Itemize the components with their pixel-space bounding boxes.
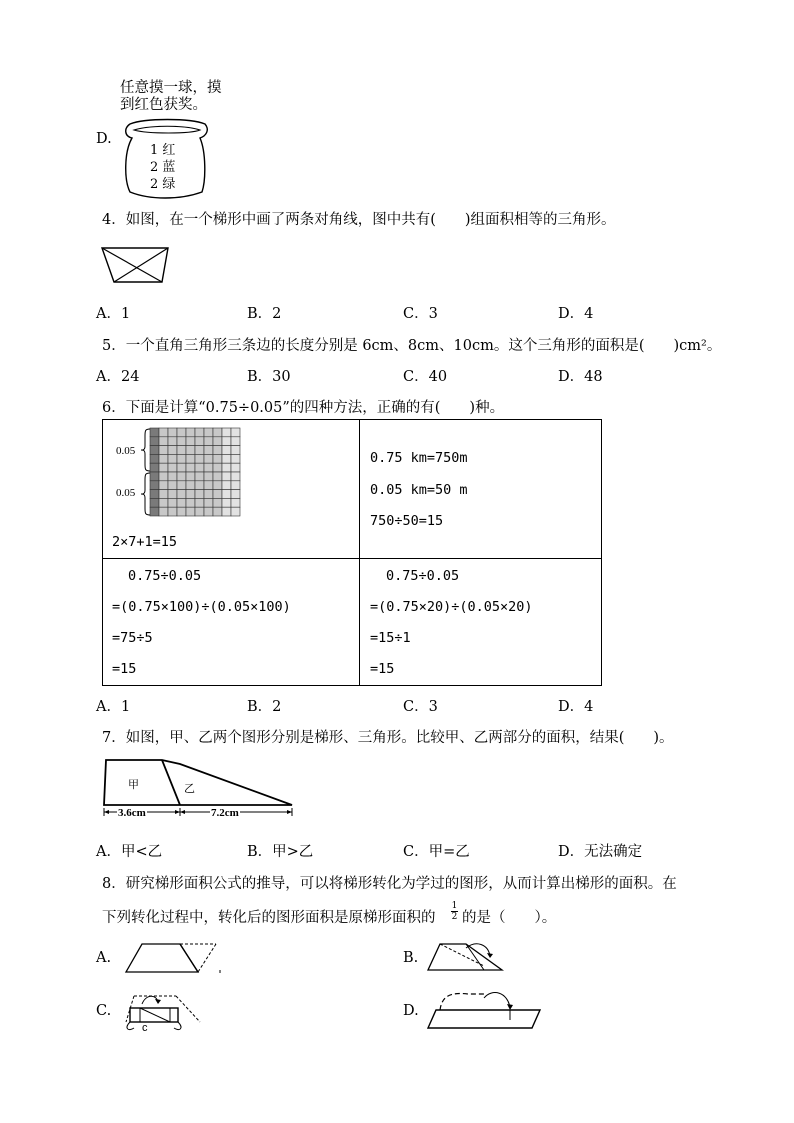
grid-cell: [177, 428, 186, 437]
grid-cell: [186, 446, 195, 455]
grid-cell: [204, 463, 213, 472]
q6-cell3-line3: =75÷5: [112, 630, 153, 646]
q8-label-c: C.: [96, 1003, 112, 1019]
grid-cell: [204, 507, 213, 516]
grid-cell: [195, 428, 204, 437]
grid-cell: [186, 507, 195, 516]
grid-cell: [159, 446, 168, 455]
grid-cell: [195, 481, 204, 490]
grid-cell: [222, 507, 231, 516]
q8-fraction-denominator: 2: [451, 912, 458, 922]
q6-option-b: B．2: [247, 699, 282, 715]
grid-cell: [204, 428, 213, 437]
grid-cell: [186, 428, 195, 437]
grid-cell: [204, 454, 213, 463]
q6-cell2-line3: 750÷50=15: [370, 513, 444, 529]
q6-grid-label-2: 0.05: [116, 487, 136, 499]
q6-cell1-formula: 2×7+1=15: [112, 534, 178, 550]
grid-cell: [195, 446, 204, 455]
q6-cell2-line1: 0.75 km=750m: [370, 450, 468, 466]
grid-cell: [195, 472, 204, 481]
grid-cell: [168, 454, 177, 463]
q5-stem: 5．一个直角三角形三条边的长度分别是 6cm、8cm、10cm。这个三角形的面积是( )cm²。: [102, 338, 722, 354]
q6-grid-label-1: 0.05: [116, 445, 136, 457]
bag-line-red: 1 红: [150, 143, 176, 158]
grid-cell: [195, 437, 204, 446]
q8-label-d: D.: [403, 1003, 419, 1019]
grid-cell: [195, 498, 204, 507]
grid-cell: [159, 498, 168, 507]
grid-cell: [222, 446, 231, 455]
q6-hundred-grid: [150, 428, 242, 518]
grid-cell: [168, 481, 177, 490]
grid-cell: [231, 472, 240, 481]
q5-option-b: B．30: [247, 369, 291, 385]
grid-cell: [159, 437, 168, 446]
bag-line-green: 2 绿: [150, 177, 176, 192]
grid-cell: [231, 437, 240, 446]
q8-figure-b: [426, 940, 508, 974]
q4-trapezoid-figure: [100, 246, 172, 286]
grid-cell: [159, 481, 168, 490]
grid-cell: [213, 454, 222, 463]
grid-cell: [177, 437, 186, 446]
q6-cell4-line4: =15: [370, 661, 395, 677]
bag-line-blue: 2 蓝: [150, 160, 176, 175]
q7-option-c: C．甲=乙: [403, 844, 470, 860]
grid-cell: [168, 437, 177, 446]
q4-option-d: D．4: [558, 306, 594, 322]
q8-fraction: [451, 901, 458, 922]
grid-cell: [168, 472, 177, 481]
q6-cell4-line1: 0.75÷0.05: [386, 568, 460, 584]
grid-cell: [186, 463, 195, 472]
q6-cell4-line2: =(0.75×20)÷(0.05×20): [370, 599, 533, 615]
grid-cell: [168, 463, 177, 472]
q4-stem: 4．如图，在一个梯形中画了两条对角线，图中共有( )组面积相等的三角形。: [102, 212, 616, 228]
grid-cell: [177, 472, 186, 481]
q7-option-b: B．甲>乙: [247, 844, 314, 860]
grid-cell: [231, 498, 240, 507]
grid-cell: [159, 472, 168, 481]
grid-cell: [186, 454, 195, 463]
q7-dim-left: 3.6cm: [118, 807, 146, 819]
grid-cell: [177, 446, 186, 455]
grid-cell: [177, 490, 186, 499]
grid-cell: [222, 481, 231, 490]
top-text-line2: 到红色获奖。: [120, 97, 207, 113]
grid-cell: [213, 428, 222, 437]
q4-option-a: A．1: [96, 306, 131, 322]
q8-label-b: B.: [403, 950, 419, 966]
q8-figure-a: [122, 942, 226, 976]
grid-cell: [231, 490, 240, 499]
q6-cell4-line3: =15÷1: [370, 630, 411, 646]
q6-table-divider-h: [102, 558, 602, 559]
grid-cell: [195, 454, 204, 463]
q6-option-d: D．4: [558, 699, 594, 715]
grid-cell: [177, 481, 186, 490]
q7-label-yi: 乙: [184, 783, 195, 795]
grid-cell: [231, 463, 240, 472]
q6-cell2-line2: 0.05 km=50 m: [370, 482, 468, 498]
q7-dim-right: 7.2cm: [211, 807, 239, 819]
grid-cell: [231, 507, 240, 516]
grid-cell: [177, 507, 186, 516]
grid-cell: [186, 481, 195, 490]
top-text-line1: 任意摸一球，摸: [120, 80, 222, 96]
q6-cell3-line1: 0.75÷0.05: [128, 568, 202, 584]
grid-cell: [186, 437, 195, 446]
grid-cell: [213, 490, 222, 499]
grid-cell: [204, 437, 213, 446]
grid-cell: [222, 490, 231, 499]
q4-option-b: B．2: [247, 306, 282, 322]
grid-cell: [177, 463, 186, 472]
grid-cell: [213, 507, 222, 516]
grid-cell: [213, 472, 222, 481]
grid-cell: [213, 463, 222, 472]
grid-cell: [231, 446, 240, 455]
q6-stem: 6．下面是计算“0.75÷0.05”的四种方法，正确的有( )种。: [102, 400, 505, 416]
grid-cell: [168, 507, 177, 516]
grid-cell: [168, 446, 177, 455]
q8-figure-d: [428, 988, 544, 1032]
q6-cell3-line2: =(0.75×100)÷(0.05×100): [112, 599, 291, 615]
top-option-label: D.: [96, 131, 112, 147]
grid-cell: [222, 437, 231, 446]
q7-label-jia: 甲: [128, 779, 139, 791]
q5-option-a: A．24: [96, 369, 140, 385]
grid-cell: [204, 490, 213, 499]
grid-cell: [177, 454, 186, 463]
q6-option-c: C．3: [403, 699, 438, 715]
grid-cell: [186, 472, 195, 481]
q8-figure-c: [120, 990, 206, 1032]
bag-contents: [150, 142, 175, 193]
q7-stem: 7．如图，甲、乙两个图形分别是梯形、三角形。比较甲、乙两部分的面积，结果( )。: [102, 730, 674, 746]
grid-cell: [222, 498, 231, 507]
q7-option-a: A．甲<乙: [96, 844, 163, 860]
q5-option-c: C．40: [403, 369, 448, 385]
grid-cell: [168, 498, 177, 507]
grid-cell: [186, 498, 195, 507]
q6-grid-braces: [140, 428, 152, 518]
q8-fraction-numerator: 1: [451, 901, 458, 911]
q8-stem-line2-b: 的是（ ）。: [462, 910, 557, 926]
grid-cell: [159, 454, 168, 463]
grid-cell: [213, 437, 222, 446]
grid-cell: [168, 490, 177, 499]
grid-cell: [195, 463, 204, 472]
grid-cell: [213, 498, 222, 507]
grid-cell: [204, 446, 213, 455]
q4-option-c: C．3: [403, 306, 438, 322]
q7-option-d: D．无法确定: [558, 844, 643, 860]
q8-c-letter: c: [142, 1022, 148, 1034]
grid-cell: [231, 428, 240, 437]
q6-option-a: A．1: [96, 699, 131, 715]
grid-cell: [213, 481, 222, 490]
q5-option-d: D．48: [558, 369, 603, 385]
grid-cell: [231, 481, 240, 490]
grid-cell: [159, 490, 168, 499]
q8-stem-line1: 8．研究梯形面积公式的推导，可以将梯形转化为学过的图形，从而计算出梯形的面积。在: [102, 876, 677, 892]
q6-table-divider-v: [359, 419, 360, 686]
grid-cell: [177, 498, 186, 507]
q8-label-a: A.: [96, 950, 112, 966]
grid-cell: [159, 463, 168, 472]
grid-cell: [159, 507, 168, 516]
grid-cell: [222, 428, 231, 437]
grid-cell: [195, 490, 204, 499]
grid-cell: [186, 490, 195, 499]
grid-cell: [213, 446, 222, 455]
q8-stem-line2-a: 下列转化过程中，转化后的图形面积是原梯形面积的: [102, 910, 436, 926]
grid-cell: [222, 472, 231, 481]
grid-cell: [204, 498, 213, 507]
grid-cell: [222, 463, 231, 472]
grid-cell: [231, 454, 240, 463]
grid-cell: [195, 507, 204, 516]
grid-cell: [222, 454, 231, 463]
grid-cell: [204, 472, 213, 481]
grid-cell: [159, 428, 168, 437]
q6-cell3-line4: =15: [112, 661, 137, 677]
grid-cell: [204, 481, 213, 490]
grid-cell: [168, 428, 177, 437]
